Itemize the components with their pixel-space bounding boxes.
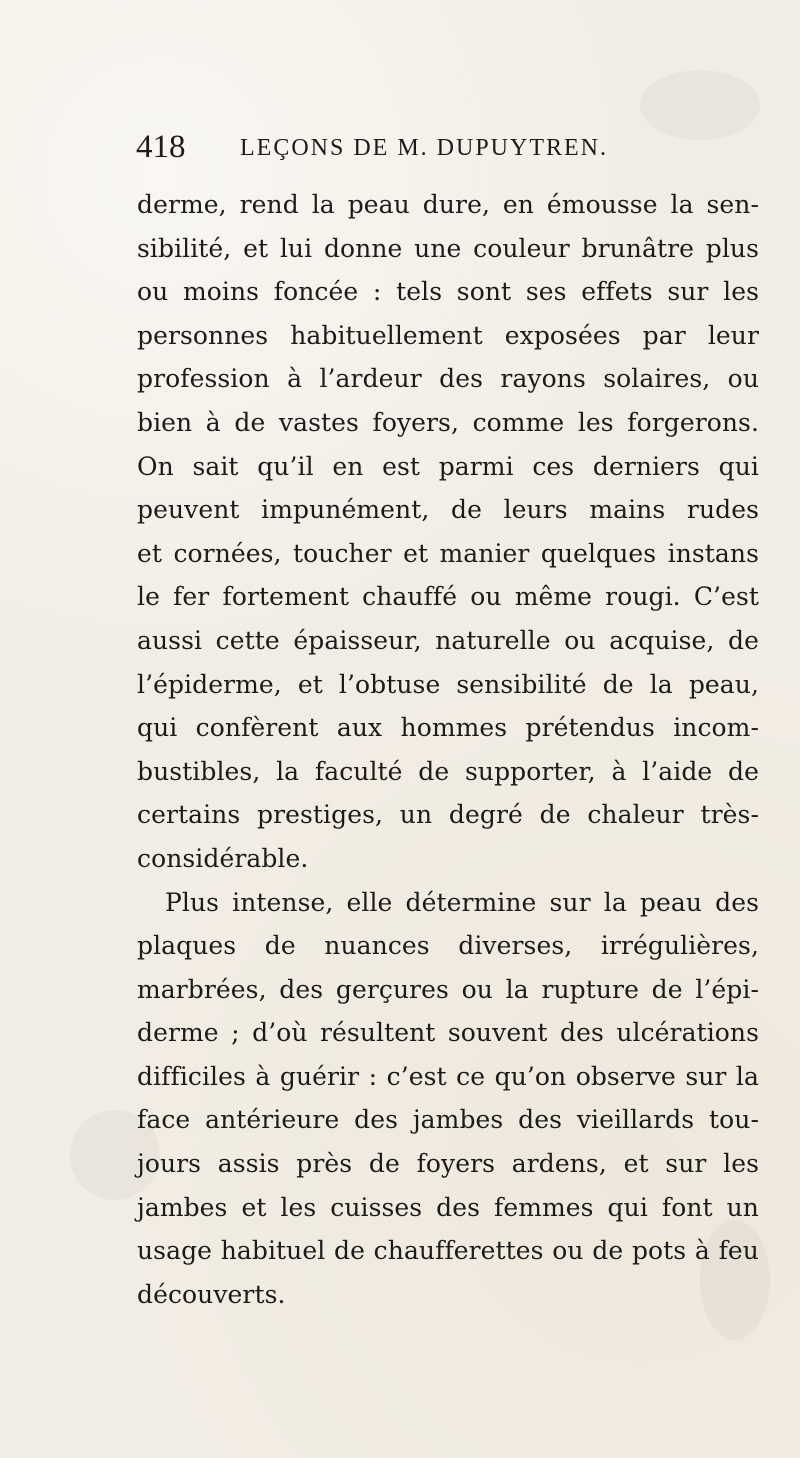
page-number: 418	[136, 129, 186, 165]
text-line: face antérieure des jambes des vieillards tou-	[137, 1105, 759, 1135]
text-line: usage habituel de chaufferettes ou de pots à feu	[137, 1236, 759, 1266]
text-line: découverts.	[137, 1279, 286, 1309]
text-line: derme ; d’où résultent souvent des ulcérations	[137, 1018, 759, 1048]
text-line: l’épiderme, et l’obtuse sensibilité de la peau,	[137, 669, 759, 699]
text-line: Plus intense, elle détermine sur la peau des	[165, 887, 759, 917]
running-head: LEÇONS DE M. DUPUYTREN.	[240, 135, 609, 161]
text-line: ou moins foncée : tels sont ses effets sur les	[137, 277, 759, 307]
text-line: bien à de vastes foyers, comme les forgerons.	[137, 407, 759, 437]
text-line: bustibles, la faculté de supporter, à l’aide de	[137, 756, 759, 786]
body-text	[137, 183, 759, 1316]
text-line: difficiles à guérir : c’est ce qu’on observe sur la	[137, 1061, 759, 1091]
text-line: certains prestiges, un degré de chaleur très-	[137, 800, 759, 830]
text-line: derme, rend la peau dure, en émousse la sen-	[137, 190, 759, 219]
text-line: plaques de nuances diverses, irrégulières,	[137, 931, 759, 961]
text-line: profession à l’ardeur des rayons solaires, ou	[137, 364, 759, 394]
text-line: et cornées, toucher et manier quelques instans	[137, 538, 759, 568]
text-line: marbrées, des gerçures ou la rupture de l’épi-	[137, 974, 759, 1004]
text-line: sibilité, et lui donne une couleur brunâtre plus	[137, 233, 759, 263]
text-line: personnes habituellement exposées par leur	[137, 320, 759, 350]
text-line: le fer fortement chauffé ou même rougi. C’est	[137, 582, 759, 612]
text-line: jambes et les cuisses des femmes qui font un	[137, 1192, 759, 1222]
text-line: peuvent impunément, de leurs mains rudes	[137, 495, 759, 525]
text-line: aussi cette épaisseur, naturelle ou acquise, de	[137, 625, 759, 655]
text-line: considérable.	[137, 843, 309, 873]
text-line: qui confèrent aux hommes prétendus incom-	[137, 713, 759, 743]
text-line: jours assis près de foyers ardens, et sur les	[137, 1149, 759, 1179]
text-line: On sait qu’il en est parmi ces derniers qui	[137, 451, 759, 481]
page-header	[136, 128, 666, 166]
